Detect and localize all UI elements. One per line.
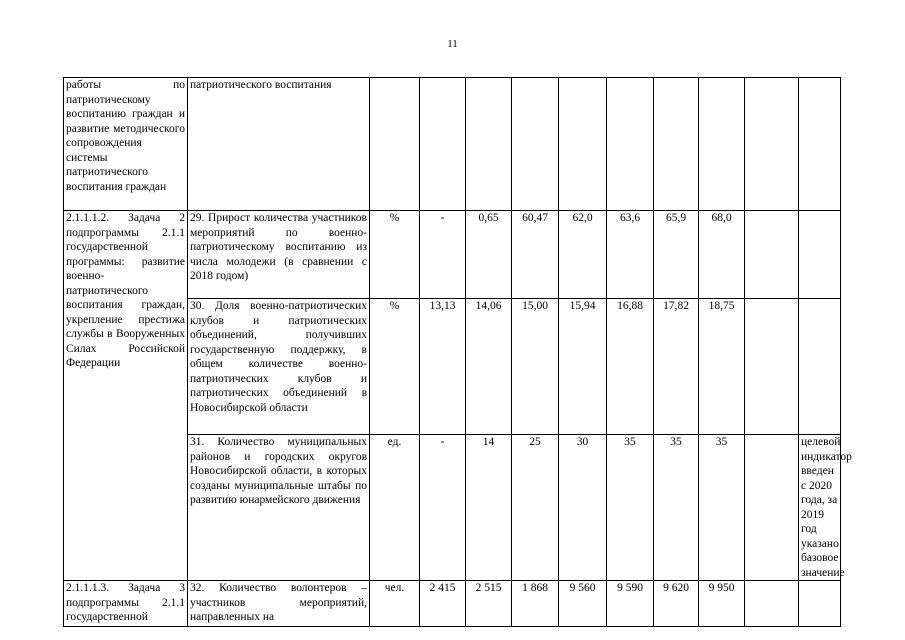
note-cell: целевой индикатор введен с 2020 года, за 2019 год указано базовое значение <box>799 435 841 581</box>
table-row <box>64 78 841 211</box>
value-cell <box>745 581 799 627</box>
note-cell <box>799 78 841 211</box>
value-cell: 9 590 <box>607 581 654 627</box>
unit-cell: % <box>370 211 420 299</box>
value-cell: 18,75 <box>699 299 745 435</box>
unit-cell <box>370 78 420 211</box>
table-row <box>64 211 841 299</box>
value-cell: 35 <box>607 435 654 581</box>
value-cell: 35 <box>699 435 745 581</box>
value-cell <box>745 435 799 581</box>
value-cell <box>699 78 745 211</box>
value-cell: 35 <box>654 435 699 581</box>
task-cell: работы по патриотическому воспитанию граждан и развитие методического сопровождения системы патриотического воспитания граждан <box>64 78 188 211</box>
value-cell: 9 560 <box>559 581 607 627</box>
value-cell: - <box>420 211 466 299</box>
unit-cell: чел. <box>370 581 420 627</box>
indicator-cell: 31. Количество муниципальных районов и городских округов Новосибирской области, в которых созданы муниципальные штабы по развитию юнармейского движения <box>188 435 370 581</box>
indicator-cell: 32. Количество волонтеров – участников мероприятий, направленных на <box>188 581 370 627</box>
value-cell: 2 515 <box>466 581 512 627</box>
value-cell <box>466 78 512 211</box>
note-cell <box>799 299 841 435</box>
unit-cell: % <box>370 299 420 435</box>
indicators-table <box>63 77 852 627</box>
value-cell: 15,94 <box>559 299 607 435</box>
value-cell: 60,47 <box>512 211 559 299</box>
value-cell: 2 415 <box>420 581 466 627</box>
value-cell: 13,13 <box>420 299 466 435</box>
value-cell <box>512 78 559 211</box>
page-number: 11 <box>447 38 458 50</box>
value-cell <box>559 78 607 211</box>
indicator-cell: патриотического воспитания <box>188 78 370 211</box>
indicator-cell: 30. Доля военно-патриотических клубов и патриотических объединений, получивших государственную поддержку, в общем количестве военно-патриотических клубов и патриотических объединений в Новосибирской области <box>188 299 370 435</box>
value-cell <box>420 78 466 211</box>
table-row <box>64 581 841 627</box>
value-cell: 16,88 <box>607 299 654 435</box>
task-cell: 2.1.1.1.3. Задача 3 подпрограммы 2.1.1 государственной <box>64 581 188 627</box>
value-cell: 0,65 <box>466 211 512 299</box>
value-cell: 14,06 <box>466 299 512 435</box>
value-cell: 14 <box>466 435 512 581</box>
value-cell: 63,6 <box>607 211 654 299</box>
value-cell: 9 620 <box>654 581 699 627</box>
note-cell <box>799 581 841 627</box>
value-cell <box>654 78 699 211</box>
value-cell: - <box>420 435 466 581</box>
value-cell: 25 <box>512 435 559 581</box>
value-cell: 9 950 <box>699 581 745 627</box>
value-cell: 15,00 <box>512 299 559 435</box>
value-cell: 65,9 <box>654 211 699 299</box>
indicator-cell: 29. Прирост количества участников мероприятий по военно-патриотическому воспитанию из числа молодежи (в сравнении с 2018 годом) <box>188 211 370 299</box>
value-cell: 1 868 <box>512 581 559 627</box>
value-cell <box>745 299 799 435</box>
value-cell: 17,82 <box>654 299 699 435</box>
value-cell <box>607 78 654 211</box>
task-cell: 2.1.1.1.2. Задача 2 подпрограммы 2.1.1 государственной программы: развитие военно-патриотического воспитания граждан, укрепление престижа службы в Вооруженных Силах Российской Федерации <box>64 211 188 581</box>
value-cell: 62,0 <box>559 211 607 299</box>
value-cell <box>745 211 799 299</box>
note-cell <box>799 211 841 299</box>
value-cell <box>745 78 799 211</box>
unit-cell: ед. <box>370 435 420 581</box>
value-cell: 30 <box>559 435 607 581</box>
value-cell: 68,0 <box>699 211 745 299</box>
